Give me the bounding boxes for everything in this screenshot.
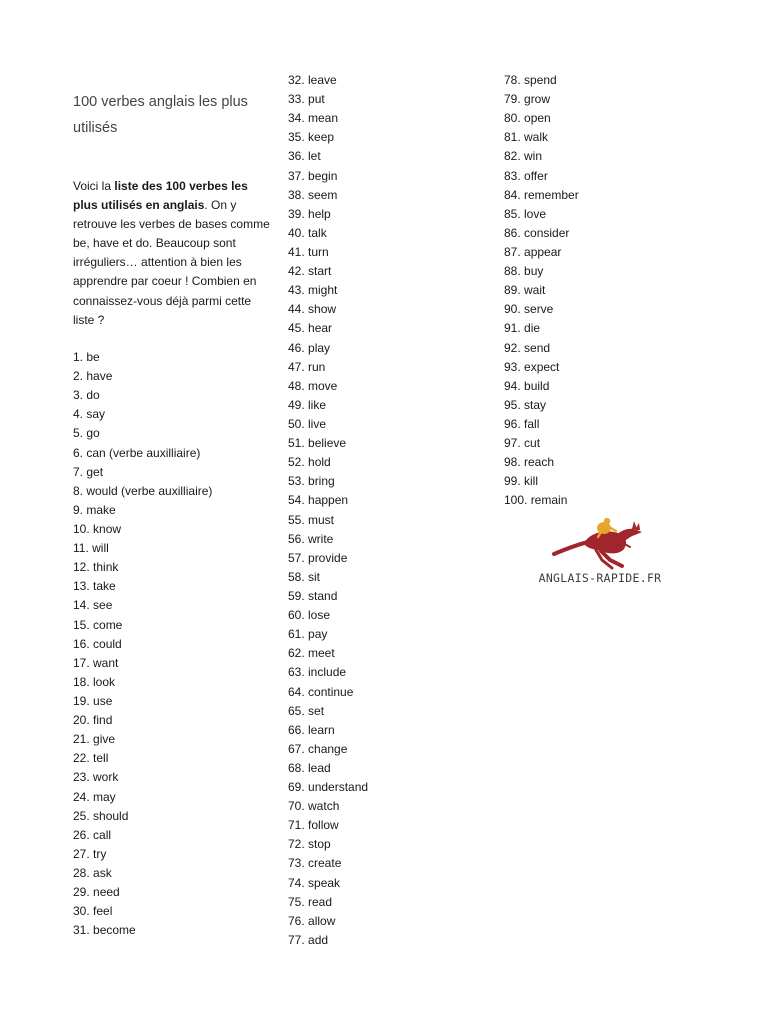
verb-list-item: 67. change xyxy=(288,741,348,756)
verb-list-item: 36. let xyxy=(288,149,321,164)
verb-list-item: 84. remember xyxy=(504,187,579,202)
verb-list-item: 1. be xyxy=(73,350,100,364)
verb-list-item: 43. might xyxy=(288,283,338,298)
verb-list-item: 75. read xyxy=(288,894,333,909)
verb-list-item: 45. hear xyxy=(288,321,333,336)
verb-list-item: 90. serve xyxy=(504,302,554,317)
verb-list-item: 54. happen xyxy=(288,493,349,508)
verb-list-item: 92. send xyxy=(504,340,551,355)
verb-list-item: 31. become xyxy=(73,923,136,938)
verb-list-item: 97. cut xyxy=(504,436,541,451)
verb-list-item: 15. come xyxy=(73,617,123,632)
verb-list-item: 71. follow xyxy=(288,818,339,833)
verb-list-item: 44. show xyxy=(288,302,337,317)
verb-list-item: 24. may xyxy=(73,789,116,804)
verb-list-item: 100. remain xyxy=(504,493,568,508)
verb-list-item: 72. stop xyxy=(288,837,331,852)
verb-list-item: 51. believe xyxy=(288,436,347,451)
verb-list-item: 87. appear xyxy=(504,244,562,259)
verb-list-item: 49. like xyxy=(288,397,327,412)
verb-list-item: 80. open xyxy=(504,111,551,126)
verb-list-item: 48. move xyxy=(288,378,338,393)
kangaroo-with-rider-icon xyxy=(552,518,648,572)
verb-list-item: 27. try xyxy=(73,846,107,861)
verb-list-item: 6. can (verbe auxilliaire) xyxy=(73,445,201,460)
verb-list-item: 28. ask xyxy=(73,865,112,880)
verb-list-item: 58. sit xyxy=(288,569,321,584)
verb-list-item: 52. hold xyxy=(288,455,331,470)
verb-list-item: 20. find xyxy=(73,713,113,728)
verb-list-item: 74. speak xyxy=(288,875,341,890)
verb-list-item: 22. tell xyxy=(73,751,109,766)
intro-text-start: Voici la xyxy=(73,179,115,193)
verb-list-item: 86. consider xyxy=(504,225,570,240)
verb-list-item: 94. build xyxy=(504,378,550,393)
verb-list-item: 73. create xyxy=(288,856,342,871)
verb-list-item: 10. know xyxy=(73,521,122,536)
verb-list-item: 76. allow xyxy=(288,913,336,928)
verb-list-column-1 xyxy=(73,348,212,940)
intro-text-end: . On y retrouve les verbes de bases comme be, have et do. Beaucoup sont irréguliers… attention à bien les apprendre par coeur ! Combien en connaissez-vous déjà parmi cette liste ? xyxy=(73,198,270,327)
verb-list-item: 26. call xyxy=(73,827,112,842)
verb-list-item: 16. could xyxy=(73,636,122,651)
verb-list-column-2 xyxy=(288,71,368,950)
verb-list-item: 17. want xyxy=(73,655,119,670)
verb-list-item: 42. start xyxy=(288,264,332,279)
verb-list-item: 33. put xyxy=(288,92,325,107)
logo-text: ANGLAIS-RAPIDE.FR xyxy=(538,571,662,585)
verb-list-item: 30. feel xyxy=(73,904,113,919)
intro-text-bold: liste des 100 verbes les plus utilisés en anglais xyxy=(73,179,248,213)
verb-list-item: 11. will xyxy=(73,541,109,556)
verb-list-item: 50. live xyxy=(288,416,327,431)
verb-list-item: 63. include xyxy=(288,665,347,680)
verb-list-item: 93. expect xyxy=(504,359,560,374)
verb-list-item: 66. learn xyxy=(288,722,335,737)
verb-list-item: 69. understand xyxy=(288,780,369,795)
verb-list-item: 29. need xyxy=(73,885,120,900)
verb-list-item: 95. stay xyxy=(504,397,547,412)
verb-list-item: 62. meet xyxy=(288,646,335,661)
verb-list-item: 39. help xyxy=(288,206,331,221)
verb-list-item: 88. buy xyxy=(504,264,544,279)
verb-list-item: 38. seem xyxy=(288,187,338,202)
site-logo xyxy=(538,518,662,594)
verb-list-item: 96. fall xyxy=(504,416,540,431)
verb-list-item: 7. get xyxy=(73,464,104,479)
verb-list-item: 37. begin xyxy=(288,168,338,183)
verb-list-item: 23. work xyxy=(73,770,119,785)
intro-paragraph xyxy=(73,177,271,330)
verb-list-item: 64. continue xyxy=(288,684,354,699)
verb-list-item: 21. give xyxy=(73,732,116,747)
verb-list-item: 9. make xyxy=(73,502,116,517)
verb-list-item: 35. keep xyxy=(288,130,335,145)
verb-list-item: 19. use xyxy=(73,693,113,708)
verb-list-item: 77. add xyxy=(288,932,329,947)
verb-list-item: 14. see xyxy=(73,598,113,613)
verb-list-item: 40. talk xyxy=(288,225,327,240)
verb-list-item: 2. have xyxy=(73,369,113,384)
verb-list-item: 78. spend xyxy=(504,73,557,87)
verb-list-item: 83. offer xyxy=(504,168,548,183)
verb-list-item: 59. stand xyxy=(288,588,338,603)
verb-list-item: 53. bring xyxy=(288,474,335,489)
verb-list-item: 18. look xyxy=(73,674,116,689)
verb-list-item: 41. turn xyxy=(288,244,329,259)
verb-list-item: 89. wait xyxy=(504,283,546,298)
verb-list-item: 60. lose xyxy=(288,608,331,623)
verb-list-item: 70. watch xyxy=(288,799,340,814)
verb-list-item: 65. set xyxy=(288,703,325,718)
verb-list-item: 82. win xyxy=(504,149,543,164)
verb-list-item: 79. grow xyxy=(504,92,551,107)
verb-list-item: 56. write xyxy=(288,531,334,546)
verb-list-item: 46. play xyxy=(288,340,331,355)
verb-list-item: 85. love xyxy=(504,206,547,221)
verb-list-item: 3. do xyxy=(73,388,100,403)
verb-list-item: 55. must xyxy=(288,512,335,527)
verb-list-item: 25. should xyxy=(73,808,129,823)
verb-list-item: 91. die xyxy=(504,321,541,336)
verb-list-item: 13. take xyxy=(73,579,116,594)
verb-list-item: 12. think xyxy=(73,560,119,575)
verb-list-item: 4. say xyxy=(73,407,106,422)
verb-list-item: 68. lead xyxy=(288,760,331,775)
verb-list-item: 57. provide xyxy=(288,550,348,565)
verb-list-item: 5. go xyxy=(73,426,100,441)
verb-list-item: 98. reach xyxy=(504,455,555,470)
verb-list-item: 61. pay xyxy=(288,627,328,642)
verb-list-item: 32. leave xyxy=(288,73,337,87)
verb-list-item: 47. run xyxy=(288,359,326,374)
page-title: 100 verbes anglais les plus utilisés xyxy=(73,94,248,136)
verb-list-column-3 xyxy=(504,71,579,511)
verb-list-item: 81. walk xyxy=(504,130,549,145)
verb-list-item: 8. would (verbe auxilliaire) xyxy=(73,483,213,498)
verb-list-item: 99. kill xyxy=(504,474,539,489)
verb-list-item: 34. mean xyxy=(288,111,339,126)
